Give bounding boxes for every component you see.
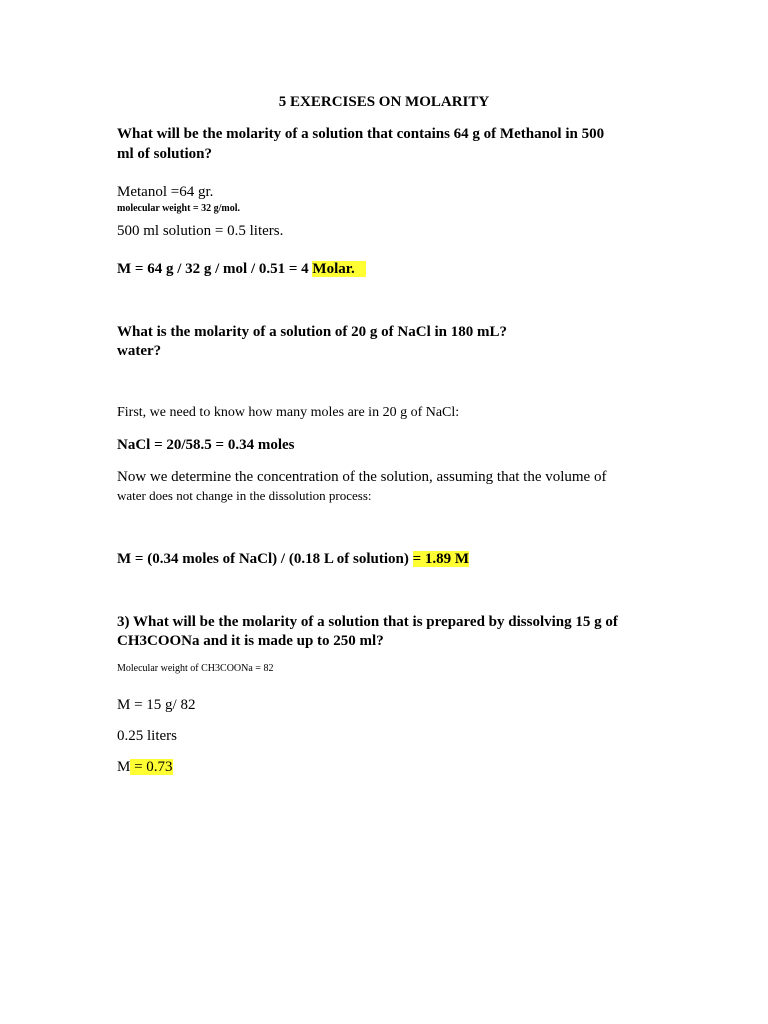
q1-result-highlight: Molar. <box>312 261 367 277</box>
q1-given-mass: Metanol =64 gr. <box>117 184 214 200</box>
q2-step2-line1: Now we determine the concentration of the solution, assuming that the volume of <box>117 469 607 485</box>
q1-result <box>117 260 366 278</box>
q3-molecular-weight: Molecular weight of CH3COONa = 82 <box>117 663 274 674</box>
document-title: 5 EXERCISES ON MOLARITY <box>278 94 490 110</box>
q3-liters: 0.25 liters <box>117 728 177 744</box>
q1-question-line1: What will be the molarity of a solution that contains 64 g of Methanol in 500 <box>117 126 605 142</box>
q2-result-text: M = (0.34 moles of NaCl) / (0.18 L of solution) <box>117 551 413 567</box>
q3-result-highlight: = 0.73 <box>130 759 173 775</box>
q2-step1: First, we need to know how many moles are in 20 g of NaCl: <box>117 405 460 420</box>
q3-m-line: M = 15 g/ 82 <box>117 697 196 713</box>
q3-question-line1: 3) What will be the molarity of a solution that is prepared by dissolving 15 g of <box>117 614 618 630</box>
q3-result-text: M <box>117 759 131 775</box>
q2-question-line2: water? <box>117 343 162 359</box>
q3-result <box>117 758 173 776</box>
q2-moles: NaCl = 20/58.5 = 0.34 moles <box>117 437 295 453</box>
q1-question-line2: ml of solution? <box>117 146 213 162</box>
q2-result <box>117 550 469 568</box>
q3-question-line2: CH3COONa and it is made up to 250 ml? <box>117 633 384 649</box>
q2-result-highlight: = 1.89 M <box>412 551 470 567</box>
q2-step2-line2: water does not change in the dissolution process: <box>117 488 372 503</box>
q1-given-molecular-weight: molecular weight = 32 g/mol. <box>117 203 240 214</box>
q1-result-text: M = 64 g / 32 g / mol / 0.51 = 4 <box>117 261 313 277</box>
q2-question-line1: What is the molarity of a solution of 20 g of NaCl in 180 mL? <box>117 324 507 340</box>
q1-given-volume: 500 ml solution = 0.5 liters. <box>117 223 284 239</box>
